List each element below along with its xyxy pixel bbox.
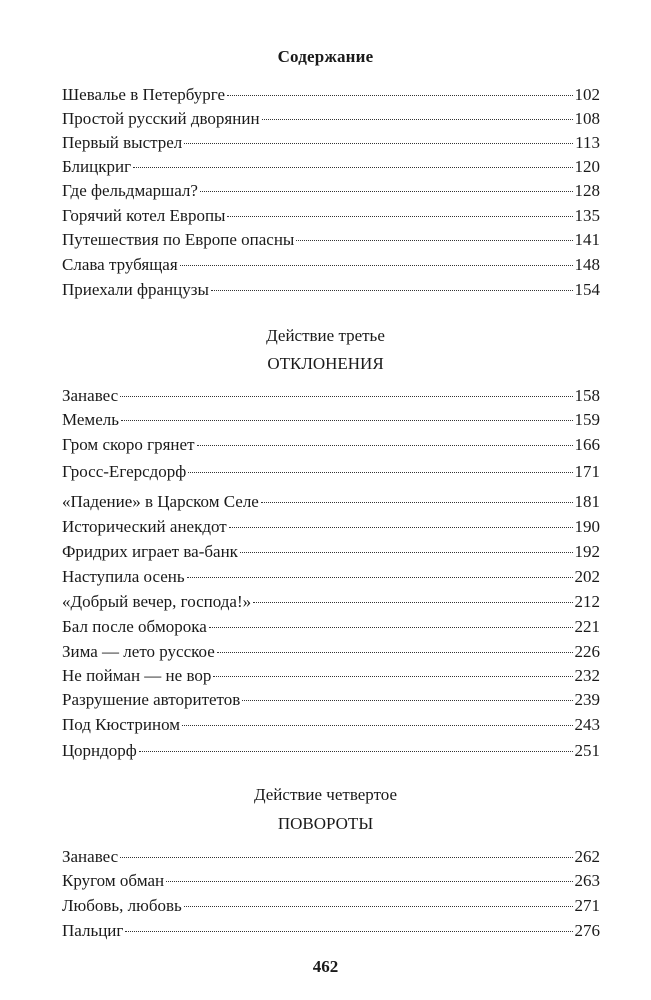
- toc-entry: [62, 490, 600, 514]
- toc-entry: [62, 845, 600, 869]
- page-number: 462: [312, 957, 339, 976]
- toc-entry-title: Исторический анекдот: [62, 517, 227, 536]
- toc-entry: [62, 384, 600, 408]
- dot-leader: [120, 857, 572, 858]
- dot-leader: [121, 420, 573, 421]
- toc-entry-page: 271: [574, 896, 600, 915]
- act3-heading: Действие третье: [266, 326, 385, 345]
- toc-entry-title: Приехали французы: [62, 280, 209, 299]
- toc-entry: [62, 640, 600, 664]
- dot-leader: [242, 700, 572, 701]
- toc-entry-title: Фридрих играет ва-банк: [62, 542, 238, 561]
- toc-entry-page: 212: [574, 592, 600, 611]
- toc-entry: [62, 919, 600, 943]
- toc-entry: [62, 894, 600, 918]
- toc-entry-page: 251: [574, 741, 600, 760]
- toc-entry: [62, 278, 600, 302]
- toc-entry-page: 171: [574, 462, 600, 481]
- dot-leader: [227, 216, 572, 217]
- toc-entry-page: 102: [574, 85, 600, 104]
- toc-entry-page: 154: [574, 280, 600, 299]
- toc-entry: [62, 688, 600, 712]
- toc-entry-title: Слава трубящая: [62, 255, 178, 274]
- toc-entry-page: 120: [574, 157, 600, 176]
- dot-leader: [139, 751, 573, 752]
- toc-entry-title: Шевалье в Петербурге: [62, 85, 226, 104]
- toc-entry: [62, 253, 600, 277]
- toc-entry-title: Зима — лето русское: [62, 642, 215, 661]
- toc-entry-title: Мемель: [62, 410, 119, 429]
- toc-entry: [62, 228, 600, 252]
- toc-entry-page: 262: [574, 847, 600, 866]
- toc-entry-page: 239: [574, 690, 600, 709]
- toc-entry-page: 141: [574, 230, 600, 249]
- toc-entry-title: Не пойман — не вор: [62, 666, 212, 685]
- toc-entry-page: 159: [574, 410, 600, 429]
- toc-entry-title: Любовь, любовь: [62, 896, 182, 915]
- toc-entry: [62, 713, 600, 737]
- toc-entry-page: 276: [574, 921, 600, 940]
- dot-leader: [197, 445, 573, 446]
- toc-entry: [62, 664, 600, 688]
- toc-entry: [62, 540, 600, 564]
- dot-leader: [227, 95, 572, 96]
- toc-entry-page: 135: [574, 206, 600, 225]
- dot-leader: [262, 119, 573, 120]
- dot-leader: [188, 472, 572, 473]
- toc-entry-title: Занавес: [62, 847, 119, 866]
- dot-leader: [213, 676, 572, 677]
- dot-leader: [209, 627, 573, 628]
- toc-entry: [62, 83, 600, 107]
- dot-leader: [180, 265, 573, 266]
- toc-entry-title: Наступила осень: [62, 567, 185, 586]
- act4-subtitle: ПОВОРОТЫ: [277, 814, 374, 833]
- toc-entry-title: Блицкриг: [62, 157, 132, 176]
- dot-leader: [187, 577, 573, 578]
- toc-entry-title: Гросс-Егерсдорф: [62, 462, 187, 481]
- act3-subtitle: ОТКЛОНЕНИЯ: [267, 354, 384, 373]
- toc-entry-page: 192: [574, 542, 600, 561]
- toc-entry: [62, 515, 600, 539]
- dot-leader: [217, 652, 573, 653]
- toc-entry-page: 158: [574, 386, 600, 405]
- toc-entry-page: 166: [574, 435, 600, 454]
- toc-entry: [62, 107, 600, 131]
- toc-entry-title: Пальциг: [62, 921, 124, 940]
- toc-entry-title: Первый выстрел: [62, 133, 183, 152]
- toc-entry: [62, 565, 600, 589]
- toc-entry-page: 181: [574, 492, 600, 511]
- dot-leader: [261, 502, 573, 503]
- toc-entry-title: Занавес: [62, 386, 119, 405]
- dot-leader: [200, 191, 573, 192]
- toc-entry-page: 202: [574, 567, 600, 586]
- toc-entry-page: 232: [574, 666, 600, 685]
- toc-entry: [62, 590, 600, 614]
- dot-leader: [240, 552, 573, 553]
- toc-entry-title: «Падение» в Царском Селе: [62, 492, 259, 511]
- toc-entry-page: 221: [574, 617, 600, 636]
- toc-entry: [62, 869, 600, 893]
- dot-leader: [120, 396, 572, 397]
- toc-entry-page: 243: [574, 715, 600, 734]
- toc-entry: [62, 460, 600, 484]
- toc-entry-page: 128: [574, 181, 600, 200]
- toc-entry: [62, 408, 600, 432]
- dot-leader: [166, 881, 572, 882]
- toc-entry-page: 263: [574, 871, 600, 890]
- dot-leader: [125, 931, 572, 932]
- dot-leader: [182, 725, 572, 726]
- toc-entry-page: 113: [575, 133, 600, 152]
- toc-entry-title: Где фельдмаршал?: [62, 181, 198, 200]
- dot-leader: [184, 143, 573, 144]
- toc-entry-page: 226: [574, 642, 600, 661]
- toc-entry-page: 190: [574, 517, 600, 536]
- dot-leader: [296, 240, 572, 241]
- toc-entry-title: Простой русский дворянин: [62, 109, 260, 128]
- dot-leader: [211, 290, 573, 291]
- toc-entry-title: Путешествия по Европе опасны: [62, 230, 295, 249]
- toc-entry-page: 148: [574, 255, 600, 274]
- toc-entry-title: Бал после обморока: [62, 617, 207, 636]
- dot-leader: [253, 602, 572, 603]
- toc-entry-title: Разрушение авторитетов: [62, 690, 241, 709]
- toc-entry: [62, 615, 600, 639]
- dot-leader: [133, 167, 572, 168]
- act4-heading: Действие четвертое: [253, 785, 398, 804]
- toc-entry: [62, 204, 600, 228]
- dot-leader: [229, 527, 573, 528]
- toc-entry-page: 108: [574, 109, 600, 128]
- dot-leader: [184, 906, 573, 907]
- toc-entry: [62, 131, 600, 155]
- toc-entry-title: «Добрый вечер, господа!»: [62, 592, 252, 611]
- toc-entry-title: Кругом обман: [62, 871, 165, 890]
- toc-entry-title: Горячий котел Европы: [62, 206, 226, 225]
- toc-entry-title: Гром скоро грянет: [62, 435, 195, 454]
- page-title: Содержание: [277, 47, 374, 66]
- toc-entry-title: Цорндорф: [62, 741, 137, 760]
- toc-entry: [62, 433, 600, 457]
- toc-entry-title: Под Кюстрином: [62, 715, 181, 734]
- toc-entry: [62, 179, 600, 203]
- toc-entry: [62, 739, 600, 763]
- toc-entry: [62, 155, 600, 179]
